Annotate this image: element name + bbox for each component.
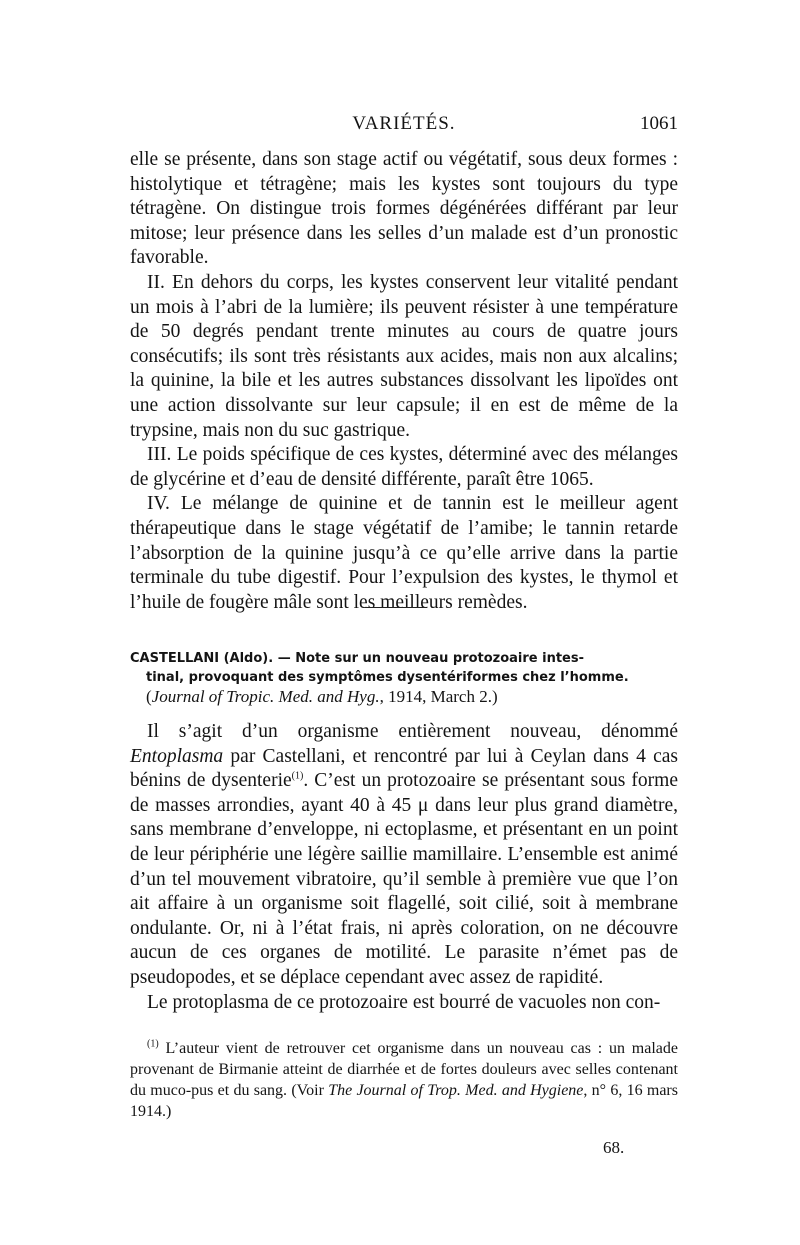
review-body xyxy=(130,720,678,1015)
review-p1-part3: . C’est un protozoaire se présentant sous forme de masses arrondies, ayant 40 à 45 μ dans leur plus grand diamètre, sans membrane d’enveloppe, ni ectoplasme, et présentant en un point de leur périphérie une légère saillie mamillaire. L’ensemble est animé d’un tel mouvement vibratoire, qu’il semble à première vue que l’on ait affaire à un organisme soit flagellé, soit cilié, soit à membrane ondulante. Or, ni à l’état frais, ni après coloration, on ne découvre aucun de ces organes de motilité. Le parasite n’émet pas de pseudopodes, et se déplace cependant avec assez de rapidité. xyxy=(130,770,678,988)
review-paragraph-1 xyxy=(130,720,678,991)
paragraph-point-iii: III. Le poids spécifique de ces kystes, déterminé avec des mélanges de glycérine et d’eau de densité différente, paraît être 1065. xyxy=(130,444,678,490)
footnote-text-part1: L’auteur vient de retrouver cet organisme dans un nouveau cas : un malade provenant de Birmanie atteint de diarrhée et de fortes douleurs avec selles contenant du muco-pus et du sang. (Voir xyxy=(130,1040,678,1099)
review-p1-genus: Entoplasma xyxy=(130,745,224,767)
review-paragraph-2: Le protoplasma de ce protozoaire est bourré de vacuoles non con- xyxy=(147,991,661,1013)
review-heading xyxy=(130,649,678,706)
top-section xyxy=(130,148,678,615)
page-number: 1061 xyxy=(640,113,678,134)
review-p1-part1: Il s’agit d’un organisme entièrement nouveau, dénommé xyxy=(147,721,678,742)
review-p1-part2: par Castellani, et rencontré par lui à Ceylan dans 4 cas bénins de dysenterie xyxy=(130,745,678,792)
footnote-reference: (1) xyxy=(291,770,304,782)
citation-open-paren: ( xyxy=(146,687,152,706)
signature-mark: 68. xyxy=(603,1138,625,1157)
review-dash: — xyxy=(277,651,291,666)
review-title-line1: Note sur un nouveau protozoaire intes- xyxy=(295,651,585,666)
review-title-line2: tinal, provoquant des symptômes dysentériformes chez l’homme. xyxy=(146,670,629,685)
paragraph-continuation: elle se présente, dans son stage actif ou végétatif, sous deux formes : histolytique et tétragène; mais les kystes sont toujours du type tétragène. On distingue trois formes dégénérées différant par leur mitose; leur présence dans les selles d’un malade est d’un pronostic favorable. xyxy=(130,149,678,269)
running-title: VARIÉTÉS. xyxy=(352,113,456,134)
footnote-mark: (1) xyxy=(147,1038,159,1050)
footnote xyxy=(130,1038,678,1122)
running-head xyxy=(130,113,678,141)
paragraph-point-ii: II. En dehors du corps, les kystes conservent leur vitalité pendant un mois à l’abri de la lumière; ils peuvent résister à une température de 50 degrés pendant trente minutes au cours de quatre jours consécutifs; ils sont très résistants aux acides, mais non aux alcalins; la quinine, la bile et les autres substances dissolvant les lipoïdes ont une action dissolvante sur leur capsule; il en est de même de la trypsine, mais non du suc gastrique. xyxy=(130,271,678,441)
review-citation xyxy=(130,687,678,706)
review-author: CASTELLANI (Aldo). xyxy=(130,651,274,666)
citation-date: , 1914, March 2.) xyxy=(379,687,498,706)
footnote-journal: The Journal of Trop. Med. and Hygiene xyxy=(328,1082,584,1099)
section-divider xyxy=(365,607,427,608)
footnote-text-part2: , n° 6, 16 mars 1914.) xyxy=(130,1082,678,1120)
paragraph-point-iv: IV. Le mélange de quinine et de tannin est le meilleur agent thérapeutique dans le stage végétatif de l’amibe; le tannin retarde l’absorption de la quinine jusqu’à ce qu’elle arrive dans la partie terminale du tube digestif. Pour l’expulsion des kystes, le thymol et l’huile de fougère mâle sont les meilleurs remèdes. xyxy=(130,493,678,613)
citation-journal: Journal of Tropic. Med. and Hyg. xyxy=(151,687,380,706)
